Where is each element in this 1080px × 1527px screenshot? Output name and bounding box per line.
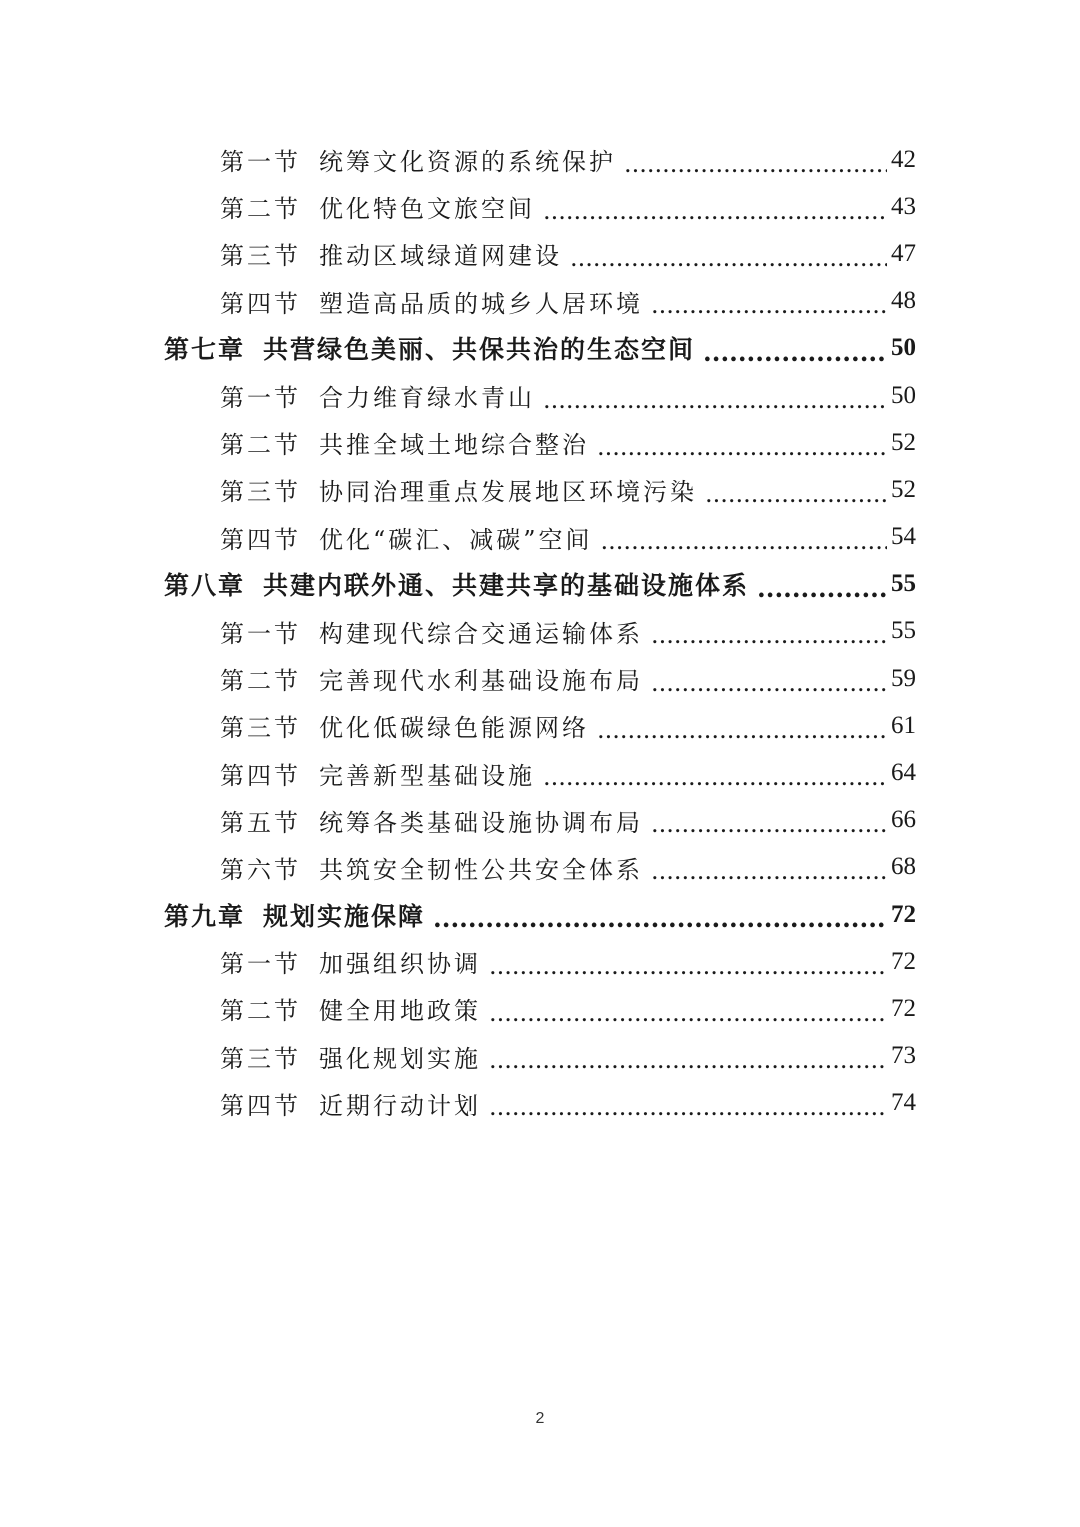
toc-entry-label	[220, 142, 616, 177]
toc-section-entry[interactable]	[0, 136, 1080, 183]
toc-entry-number: 第七章	[164, 335, 246, 365]
toc-entry-page: 52	[891, 475, 916, 503]
toc-entry-label	[220, 614, 643, 649]
dot-leader	[489, 1001, 887, 1025]
toc-entry-page: 68	[891, 853, 916, 881]
toc-section-entry[interactable]	[0, 372, 1080, 419]
dot-leader	[624, 152, 887, 176]
toc-entry-title: 共筑安全韧性公共安全体系	[319, 855, 643, 884]
toc-entry-title: 共营绿色美丽、共保共治的生态空间	[263, 335, 696, 365]
toc-entry-number: 第三节	[220, 478, 301, 507]
dot-leader	[705, 482, 887, 506]
toc-entry-label	[220, 661, 643, 696]
toc-entry-number: 第二节	[220, 431, 301, 460]
toc-entry-title: 推动区域绿道网建设	[319, 242, 562, 271]
toc-entry-title: 塑造高品质的城乡人居环境	[319, 289, 643, 318]
toc-entry-page: 74	[891, 1089, 916, 1117]
toc-entry-number: 第二节	[220, 997, 301, 1026]
dot-leader	[543, 765, 887, 789]
toc-entry-number: 第九章	[164, 901, 246, 931]
toc-entry-label	[220, 378, 535, 413]
dot-leader	[543, 199, 887, 223]
toc-entry-label	[220, 236, 562, 271]
toc-entry-page: 50	[891, 381, 916, 409]
dot-leader	[757, 576, 887, 601]
page-number: 2	[535, 1410, 545, 1427]
toc-entry-number: 第四节	[220, 525, 301, 554]
toc-entry-title: 共推全域土地综合整治	[319, 431, 589, 460]
toc-entry-number: 第六节	[220, 855, 301, 884]
toc-entry-label	[220, 520, 593, 555]
toc-entry-number: 第五节	[220, 808, 301, 837]
toc-entry-page: 59	[891, 664, 916, 692]
dot-leader	[651, 671, 887, 695]
dot-leader	[570, 246, 887, 270]
toc-section-entry[interactable]	[0, 183, 1080, 230]
toc-section-entry[interactable]	[0, 938, 1080, 985]
toc-section-entry[interactable]	[0, 278, 1080, 325]
toc-entry-title: 优化“碳汇、减碳”空间	[319, 525, 593, 554]
toc-entry-page: 42	[891, 145, 916, 173]
toc-entry-title: 规划实施保障	[263, 901, 426, 931]
toc-entry-number: 第四节	[220, 761, 301, 790]
toc-entry-page: 66	[891, 806, 916, 834]
toc-entry-number: 第二节	[220, 667, 301, 696]
toc-section-entry[interactable]	[0, 655, 1080, 702]
toc-section-entry[interactable]	[0, 702, 1080, 749]
toc-entry-title: 统筹各类基础设施协调布局	[319, 808, 643, 837]
toc-entry-title: 合力维育绿水青山	[319, 384, 535, 413]
toc-entry-label	[220, 803, 643, 838]
toc-entry-page: 55	[891, 617, 916, 645]
toc-entry-title: 构建现代综合交通运输体系	[319, 619, 643, 648]
toc-entry-title: 近期行动计划	[319, 1091, 481, 1120]
dot-leader	[489, 954, 887, 978]
dot-leader	[651, 812, 887, 836]
toc-entry-page: 43	[891, 192, 916, 220]
dot-leader	[489, 1095, 887, 1119]
toc-entry-title: 共建内联外通、共建共享的基础设施体系	[263, 571, 750, 601]
toc-entry-label	[220, 425, 589, 460]
toc-chapter-entry[interactable]	[0, 325, 1080, 372]
toc-entry-number: 第三节	[220, 714, 301, 743]
toc-entry-number: 第一节	[220, 148, 301, 177]
dot-leader	[651, 293, 887, 317]
toc-chapter-entry[interactable]	[0, 561, 1080, 608]
toc-section-entry[interactable]	[0, 466, 1080, 513]
toc-section-entry[interactable]	[0, 230, 1080, 277]
toc-entry-number: 第四节	[220, 1091, 301, 1120]
toc-chapter-entry[interactable]	[0, 891, 1080, 938]
toc-section-entry[interactable]	[0, 608, 1080, 655]
toc-entry-page: 55	[891, 570, 916, 598]
toc-entry-number: 第一节	[220, 384, 301, 413]
toc-section-entry[interactable]	[0, 844, 1080, 891]
toc-entry-title: 加强组织协调	[319, 950, 481, 979]
dot-leader	[433, 906, 887, 931]
toc-section-entry[interactable]	[0, 985, 1080, 1032]
toc-entry-page: 72	[891, 900, 916, 928]
dot-leader	[703, 340, 887, 365]
toc-section-entry[interactable]	[0, 749, 1080, 796]
toc-entry-number: 第三节	[220, 1044, 301, 1073]
toc-entry-page: 73	[891, 1042, 916, 1070]
toc-entry-page: 47	[891, 239, 916, 267]
toc-entry-page: 52	[891, 428, 916, 456]
toc-entry-label	[220, 189, 535, 224]
toc-entry-label	[164, 330, 695, 366]
toc-entry-page: 54	[891, 523, 916, 551]
toc-entry-title: 健全用地政策	[319, 997, 481, 1026]
toc-entry-label	[220, 991, 481, 1026]
dot-leader	[597, 718, 887, 742]
toc-entry-number: 第一节	[220, 619, 301, 648]
toc-entry-label	[220, 1086, 481, 1121]
toc-entry-label	[220, 944, 481, 979]
toc-entry-number: 第三节	[220, 242, 301, 271]
toc-entry-title: 优化特色文旅空间	[319, 195, 535, 224]
toc-entry-title: 完善新型基础设施	[319, 761, 535, 790]
toc-entry-title: 完善现代水利基础设施布局	[319, 667, 643, 696]
toc-entry-number: 第二节	[220, 195, 301, 224]
toc-entry-label	[220, 708, 589, 743]
toc-entry-page: 72	[891, 947, 916, 975]
dot-leader	[651, 623, 887, 647]
toc-entry-label	[220, 756, 535, 791]
toc-entry-label	[220, 1039, 481, 1074]
toc-section-entry[interactable]	[0, 1080, 1080, 1127]
toc-entry-title: 协同治理重点发展地区环境污染	[319, 478, 697, 507]
toc-section-entry[interactable]	[0, 797, 1080, 844]
toc-entry-page: 50	[891, 334, 916, 362]
toc-entry-label	[164, 897, 425, 933]
toc-entry-title: 统筹文化资源的系统保护	[319, 148, 616, 177]
toc-entry-label	[220, 284, 643, 319]
toc-section-entry[interactable]	[0, 514, 1080, 561]
table-of-contents	[0, 136, 1080, 1127]
toc-section-entry[interactable]	[0, 1033, 1080, 1080]
toc-entry-title: 强化规划实施	[319, 1044, 481, 1073]
dot-leader	[543, 388, 887, 412]
toc-entry-label	[164, 566, 749, 602]
toc-entry-label	[220, 472, 697, 507]
toc-section-entry[interactable]	[0, 419, 1080, 466]
dot-leader	[651, 859, 887, 883]
toc-entry-number: 第四节	[220, 289, 301, 318]
toc-entry-title: 优化低碳绿色能源网络	[319, 714, 589, 743]
dot-leader	[601, 529, 887, 553]
toc-entry-page: 72	[891, 994, 916, 1022]
dot-leader	[597, 435, 887, 459]
toc-entry-page: 48	[891, 287, 916, 315]
toc-entry-number: 第一节	[220, 950, 301, 979]
toc-entry-page: 61	[891, 711, 916, 739]
dot-leader	[489, 1048, 887, 1072]
toc-entry-number: 第八章	[164, 571, 246, 601]
toc-entry-page: 64	[891, 759, 916, 787]
toc-entry-label	[220, 850, 643, 885]
